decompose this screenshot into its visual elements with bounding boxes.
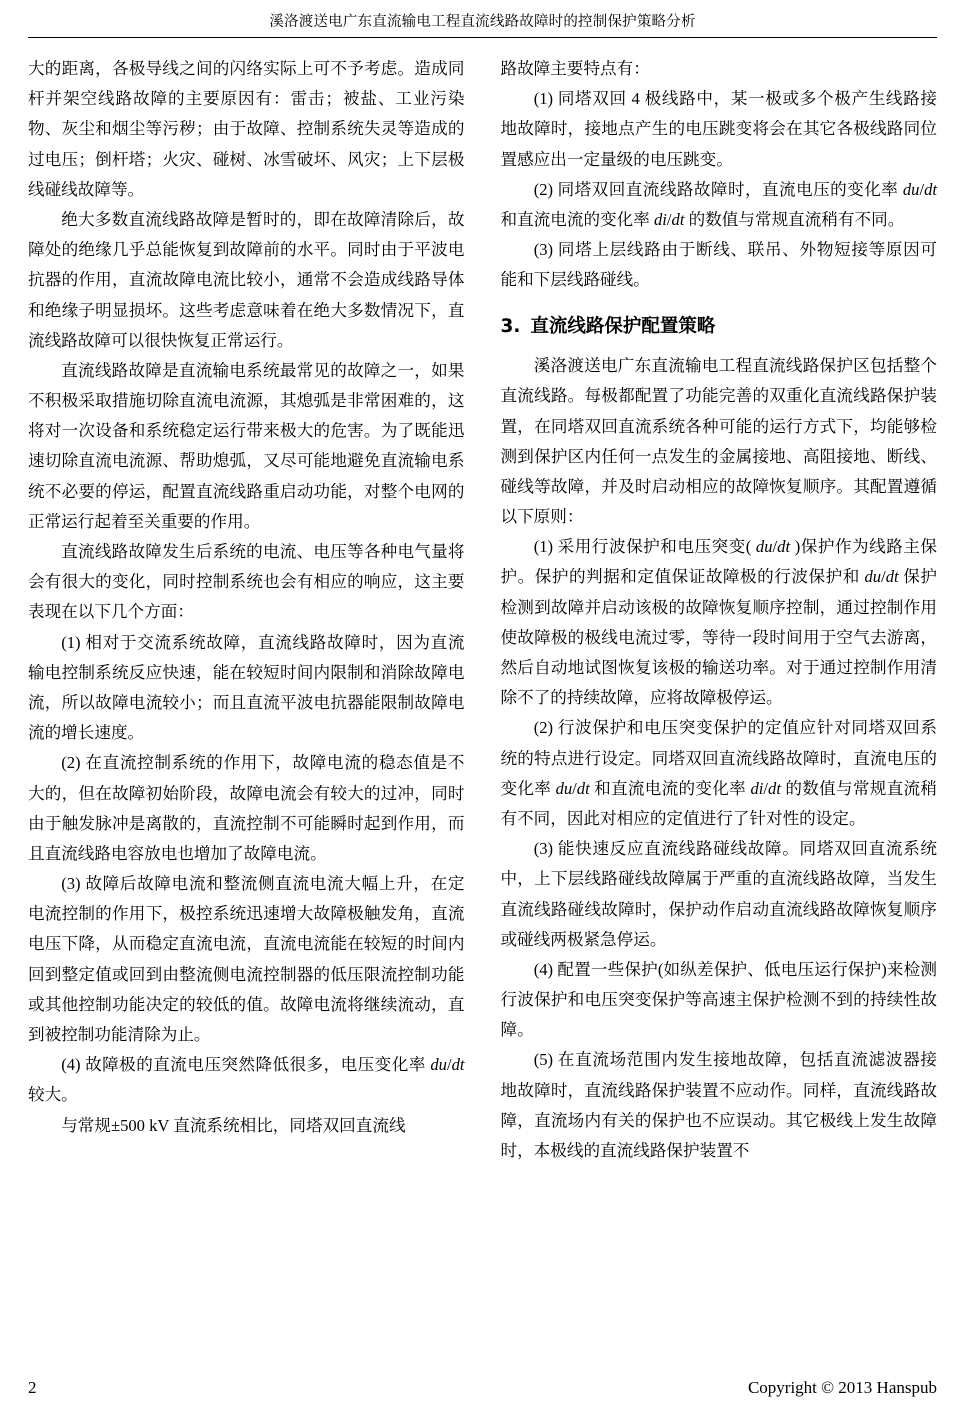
right-column [501, 54, 938, 1309]
running-head: 溪洛渡送电广东直流输电工程直流线路故障时的控制保护策略分析 [269, 14, 696, 30]
paragraph: 与常规±500 kV 直流系统相比，同塔双回直流线 [61, 1115, 406, 1135]
list-item: (4) 故障极的直流电压突然降低很多，电压变化率 du/dt 较大。 [28, 1055, 465, 1105]
left-column [28, 54, 465, 1309]
page-number: 2 [28, 1378, 37, 1397]
paragraph: 路故障主要特点有： [500, 59, 650, 78]
header-rule [28, 37, 937, 38]
paragraph: 大的距离，各极导线之间的闪络实际上可不予考虑。造成同杆并架空线路故障的主要原因有：雷击；被盐、工业污染物、灰尘和烟尘等污秽；由于故障、控制系统失灵等造成的过电压；倒杆塔；火灾、碰树、冰雪破坏、风灾；上下层极线碰线故障等。 [28, 59, 465, 199]
list-item: (3) 能快速反应直流线路碰线故障。同塔双回直流系统中，上下层线路碰线故障属于严重的直流线路故障，当发生直流线路碰线故障时，保护动作启动直流线路故障恢复顺序或碰线两极紧急停运。 [500, 839, 937, 949]
list-item: (3) 故障后故障电流和整流侧直流电流大幅上升，在定电流控制的作用下，极控系统迅速增大故障极触发角，直流电压下降，从而稳定直流电流，直流电流能在较短的时间内回到整定值或回到由整流侧电流控制器的低压限流控制功能或其他控制功能决定的较低的值。故障电流将继续流动，直到被控制功能清除为止。 [28, 874, 465, 1044]
list-item: (5) 在直流场范围内发生接地故障，包括直流滤波器接地故障时，直流线路保护装置不应动作。同样，直流线路故障，直流场内有关的保护也不应误动。其它极线上发生故障时，本极线的直流线路保护装置不 [500, 1050, 937, 1161]
list-item: (1) 采用行波保护和电压突变( du/dt )保护作为线路主保护。保护的判据和定值保证故障极的行波保护和 du/dt 保护检测到故障并启动该极的故障恢复顺序控制，通过控制作用使故障极的极线电流过零，等待一段时间用于空气去游离，然后自动地试图恢复该极的输送功率。对于通过控制作用清除不了的持续故障，应将故障极停运。 [500, 537, 937, 708]
list-item: (3) 同塔上层线路由于断线、联吊、外物短接等原因可能和下层线路碰线。 [500, 240, 937, 290]
paragraph: 直流线路故障发生后系统的电流、电压等各种电气量将会有很大的变化，同时控制系统也会有相应的响应，这主要表现在以下几个方面： [28, 542, 465, 622]
list-item: (1) 同塔双回 4 极线路中，某一极或多个极产生线路接地故障时，接地点产生的电压跳变将会在其它各极线路同位置感应出一定量级的电压跳变。 [500, 89, 937, 169]
section-number: 3. [500, 315, 521, 337]
paragraph: 溪洛渡送电广东直流输电工程直流线路保护区包括整个直流线路。每极都配置了功能完善的双重化直流线路保护装置，在同塔双回直流系统各种可能的运行方式下，均能够检测到保护区内任何一点发生的金属接地、高阻接地、断线、碰线等故障，并及时启动相应的故障恢复顺序。其配置遵循以下原则： [500, 356, 937, 527]
section-title: 直流线路保护配置策略 [530, 315, 716, 337]
list-item: (2) 同塔双回直流线路故障时，直流电压的变化率 du/dt 和直流电流的变化率 di/dt 的数值与常规直流稍有不同。 [500, 179, 937, 229]
paragraph: 绝大多数直流线路故障是暂时的，即在故障清除后，故障处的绝缘几乎总能恢复到故障前的水平。同时由于平波电抗器的作用，直流故障电流比较小，通常不会造成线路导体和绝缘子明显损坏。这些考虑意味着在绝大多数情况下，直流线路故障可以很快恢复正常运行。 [28, 209, 465, 350]
section-heading [501, 310, 938, 344]
list-item: (2) 在直流控制系统的作用下，故障电流的稳态值是不大的，但在故障初始阶段，故障电流会有较大的过冲，同时由于触发脉冲是离散的，直流控制不可能瞬时起到作用，而且直流线路电容放电也增加了故障电流。 [28, 753, 465, 863]
list-item: (1) 相对于交流系统故障，直流线路故障时，因为直流输电控制系统反应快速，能在较短时间内限制和消除故障电流，所以故障电流较小；而且直流平波电抗器能限制故障电流的增长速度。 [28, 632, 465, 743]
list-item: (4) 配置一些保护(如纵差保护、低电压运行保护)来检测行波保护和电压突变保护等高速主保护检测不到的持续性故障。 [500, 959, 937, 1040]
paragraph: 直流线路故障是直流输电系统最常见的故障之一，如果不积极采取措施切除直流电流源，其熄弧是非常困难的，这将对一次设备和系统稳定运行带来极大的危害。为了既能迅速切除直流电流源、帮助熄弧，又尽可能地避免直流输电系统不必要的停运，配置直流线路重启动功能，对整个电网的正常运行起着至关重要的作用。 [28, 360, 465, 531]
two-column-body [28, 54, 937, 1309]
list-item: (2) 行波保护和电压突变保护的定值应针对同塔双回系统的特点进行设定。同塔双回直流线路故障时，直流电压的变化率 du/dt 和直流电流的变化率 di/dt 的数值与常规直流稍有不同，因此对相应的定值进行了针对性的设定。 [500, 718, 937, 828]
page-footer [28, 1378, 937, 1398]
copyright-notice: Copyright © 2013 Hanspub [747, 1378, 937, 1397]
